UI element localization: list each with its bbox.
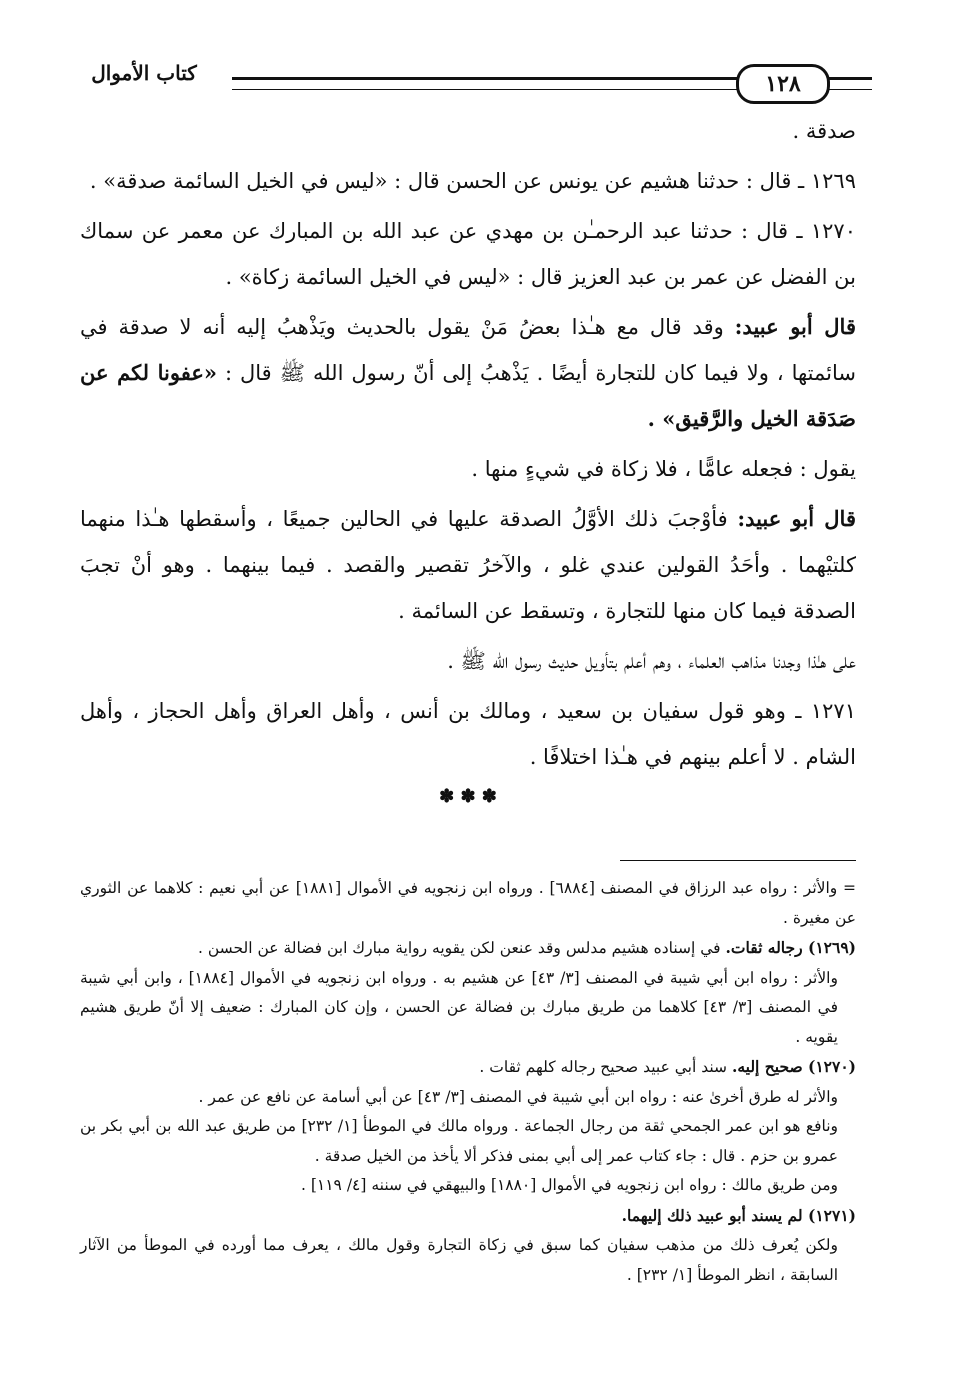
running-title: كتاب الأموال: [91, 61, 197, 85]
paragraph-text: فأوْجبَ ذلك الأوَّلُ الصدقة عليها في الحالين جميعًا ، وأسقطها هـٰذا منهما كلتيْهما . وأحَدُ القولين عندي غلو ، والآخرُ تقصير والقصد . فيما بينهما . وهو أنْ تجبَ الصدقة فيما كان منها للتجارة ، وتسقط عن السائمة .: [80, 507, 856, 623]
paragraph: صدقة .: [792, 119, 856, 143]
hadith-quote: «عفونا لكم عن صَدَقة الخيل والرَّقيق» .: [80, 360, 856, 431]
paragraph-abu-ubaid-1: [80, 304, 856, 442]
paragraph: يقول : فجعله عامًّا ، فلا زكاة في شيءٍ منها .: [471, 457, 856, 481]
footnote-text: ونافع هو ابن عمر الجمحي ثقة من رجال الجماعة . ورواه مالك في الموطأ [١/ ٢٣٢] من طريق عبد الله بن أبي بكر بن عمرو بن حزم . قال : جاء كتاب عمر إلى أبي بمنى فذكر ألا يأخذ من الخيل صدقة .: [80, 1117, 839, 1165]
footnote-label: (١٢٦٩) رجاله ثقات.: [725, 938, 856, 957]
paragraph-abu-ubaid-2: [80, 496, 856, 634]
paragraph-1270: ١٢٧٠ ـ قال : حدثنا عبد الرحمـٰن بن مهدي عن عبد الله بن المبارك عن معمر عن سماك بن الفضل عن عمر بن عبد العزيز قال : «ليس في الخيل السائمة زكاة» .: [80, 219, 856, 289]
page-number-badge: ١٢٨: [736, 64, 830, 104]
footnote-label: (١٢٧٠) صحيح إليه.: [731, 1057, 856, 1076]
footnote-text: ومن طريق مالك : رواه ابن زنجويه في الأموال [١٨٨٠] والبيهقي في سننه [٤/ ١١٩] .: [301, 1176, 838, 1194]
footnote-text: والأثر له طرق أخرىٰ عنه : رواه ابن أبي شيبة في المصنف [٣/ ٤٣] عن أبي أسامة عن نافع عن عمر .: [198, 1087, 838, 1106]
footnotes: [80, 874, 856, 1374]
paragraph-text: وقد قال مع هـٰذا بعضُ مَنْ يقول بالحديث ويَذْهبُ إليه أنه لا صدقة في سائمتها ، ولا فيما كان للتجارة أيضًا . يَذْهبُ إلى أنّ رسول الله ﷺ قال :: [80, 315, 856, 385]
footnote-rule: [620, 860, 856, 861]
footnote-text: ولكن يُعرف ذلك من مذهب سفيان كما سبق في زكاة التجارة وقول مالك ، يعرف مما أورده في الموطأ من الآثار السابقة ، انظر الموطأ [١/ ٢٣٢] .: [80, 1236, 838, 1284]
paragraph-1269: ١٢٦٩ ـ قال : حدثنا هشيم عن يونس عن الحسن قال : «ليس في الخيل السائمة صدقة» .: [89, 169, 856, 193]
paragraph-1271: ١٢٧١ ـ وهو قول سفيان بن سعيد ، ومالك بن أنس ، وأهل العراق وأهل الحجاز ، وأهل الشام . لا أعلم بينهم في هـٰذا اختلافًا .: [80, 699, 856, 769]
footnote-text: سند أبي عبيد صحيح رجاله كلهم ثقات .: [479, 1058, 732, 1076]
speaker-label: قال أبو عبيد:: [734, 314, 856, 339]
footnote-1269: [80, 933, 856, 964]
footnote-text: والأثر : رواه ابن أبي شيبة في المصنف [٣/ ٤٣] عن هشيم به . ورواه ابن زنجويه في الأموال [١٨٨٤] ، وابن أبي شيبة في المصنف [٣/ ٤٣] كلاهما من طريق مبارك بن فضالة عن الحسن ، وإن كان المبارك : ضعيف إلا أنّ طريق هشيم يقويه .: [80, 968, 838, 1046]
section-separator: ✽ ✽ ✽: [439, 786, 497, 807]
speaker-label: قال أبو عبيد:: [737, 506, 856, 531]
paragraph: على هـٰذا وجدنا مذاهب العلماء ، وهم أعلم بتأويل حديث رسول الله ﷺ .: [447, 649, 856, 673]
footnote-text: في إسناده هشيم مدلس وقد عنعن لكن يقويه رواية مبارك ابن فضالة عن الحسن .: [198, 939, 726, 957]
footnote-continuation: = والأثر : رواه عبد الرزاق في المصنف [٦٨٨٤] . ورواه ابن زنجويه في الأموال [١٨٨١] عن أبي نعيم : كلاهما عن الثوري عن مغيرة .: [80, 879, 857, 927]
footnote-1271: [80, 1201, 856, 1232]
footnote-1270: [80, 1052, 856, 1083]
main-text: [80, 108, 856, 848]
footnote-label: (١٢٧١) لم يسند أبو عبيد ذلك إليهما.: [621, 1205, 856, 1225]
